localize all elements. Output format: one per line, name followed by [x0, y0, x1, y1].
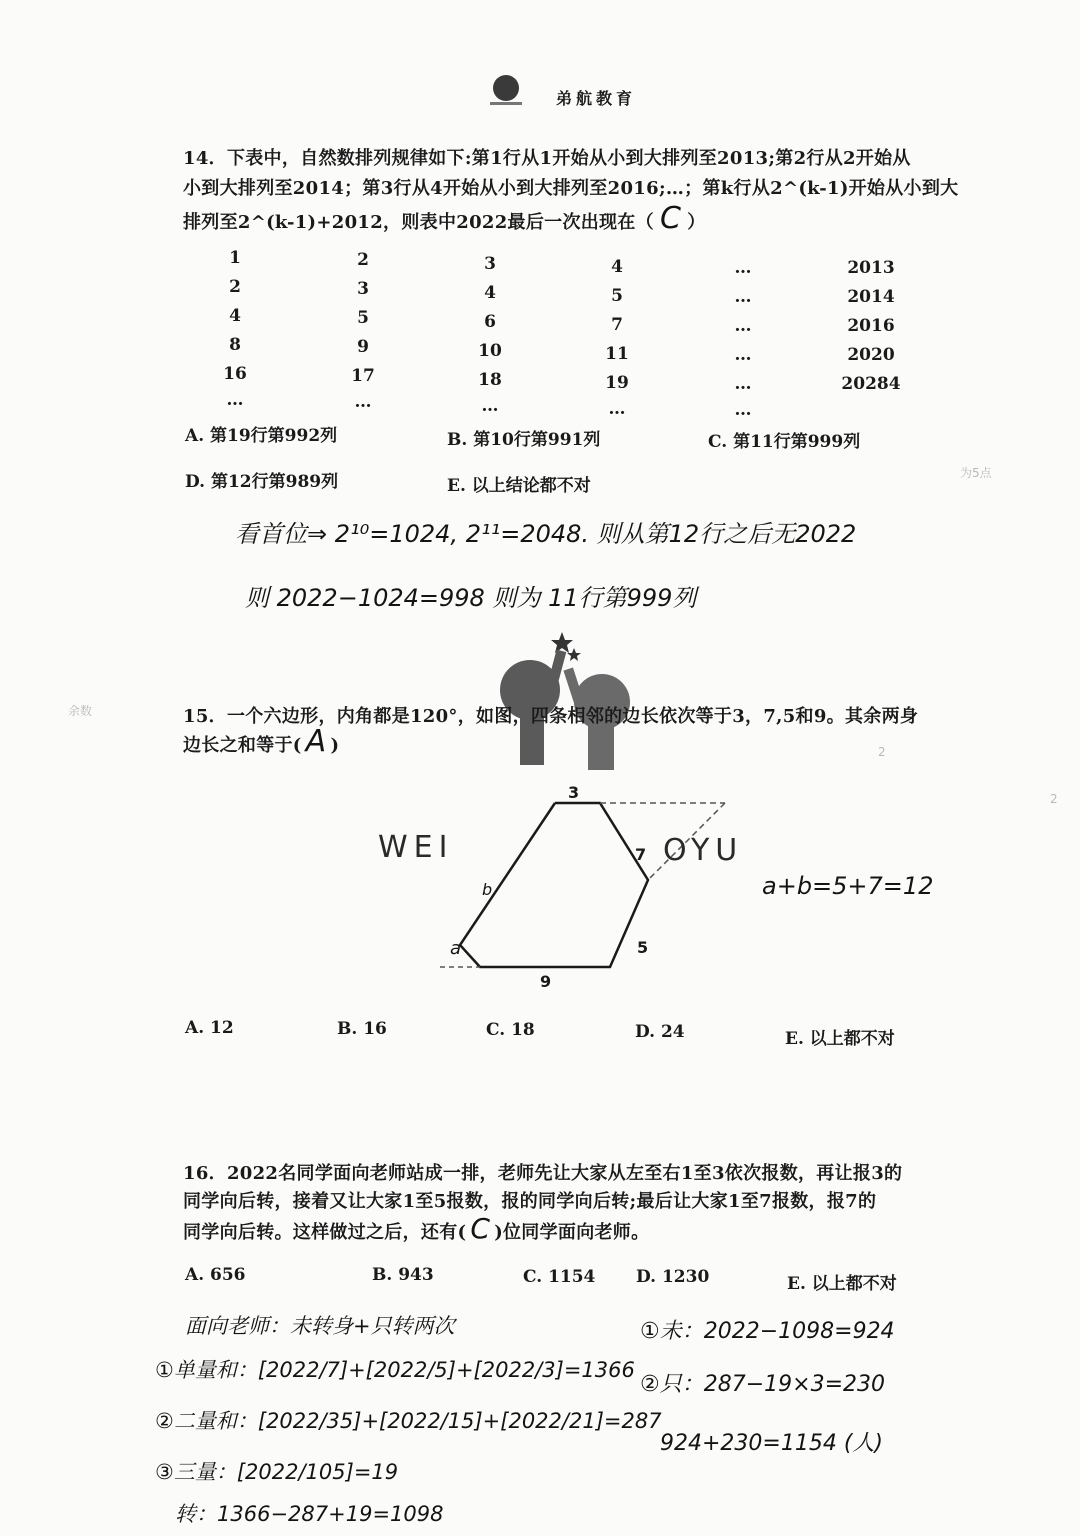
q15-answer: A [305, 724, 327, 759]
table-cell: 11 [605, 344, 629, 364]
table-cell: 8 [229, 335, 241, 355]
q14-work-line2: 则 2022−1024=998 则为 11行第999列 [245, 584, 697, 612]
q14-line3 [183, 201, 706, 237]
fig-label-right-lower: 5 [637, 938, 649, 957]
q14-line3-end: ） [687, 212, 706, 233]
logo-icon [486, 72, 526, 110]
q14-work-line1: 看首位⇒ 2¹⁰=1024, 2¹¹=2048. 则从第12行之后无2022 [235, 520, 857, 548]
q16-line3 [183, 1212, 650, 1247]
table-cell: 1 [229, 248, 241, 268]
fig-label-top: 3 [568, 783, 580, 802]
q15-option-a[interactable]: A. 12 [185, 1018, 234, 1038]
table-cell: 4 [229, 306, 241, 326]
table-cell: 18 [478, 370, 502, 390]
q16-option-d[interactable]: D. 1230 [636, 1267, 710, 1287]
fig-label-left-upper: b [482, 880, 493, 899]
table-cell: 5 [357, 308, 369, 328]
table-cell: 10 [478, 341, 502, 361]
hexagon-diagram [430, 770, 770, 1000]
table-cell: 2014 [847, 287, 895, 307]
q14-line3-text: 排列至2^(k-1)+2012，则表中2022最后一次出现在（ [183, 212, 654, 233]
cartoon-figures-illustration [490, 620, 650, 780]
table-cell: 2020 [847, 345, 895, 365]
watermark-right: OYU [663, 833, 744, 868]
q15-option-c[interactable]: C. 18 [486, 1020, 535, 1040]
q15-option-d[interactable]: D. 24 [635, 1022, 685, 1042]
q14-line1: 14．下表中，自然数排列规律如下:第1行从1开始从小到大排列至2013;第2行从2开始从 [183, 148, 911, 169]
table-cell: 2 [357, 250, 369, 270]
table-cell: 4 [611, 257, 623, 277]
table-cell: 3 [484, 254, 496, 274]
q14-option-d[interactable]: D. 第12行第989列 [185, 472, 339, 492]
q16-option-a[interactable]: A. 656 [185, 1265, 246, 1285]
q15-option-e[interactable]: E. 以上都不对 [785, 1029, 895, 1049]
q14-option-c[interactable]: C. 第11行第999列 [708, 432, 861, 452]
q16-work-right-0: ①未：2022−1098=924 [640, 1319, 895, 1344]
q16-line1: 16．2022名同学面向老师站成一排，老师先让大家从左至右1至3依次报数，再让报3的 [183, 1163, 903, 1184]
q16-work-left-1: ①单量和：[2022/7]+[2022/5]+[2022/3]=1366 [155, 1358, 635, 1382]
q15-option-b[interactable]: B. 16 [337, 1019, 387, 1039]
table-cell: … [481, 396, 499, 416]
table-cell: … [734, 287, 752, 307]
table-cell: … [734, 374, 752, 394]
q14-option-e[interactable]: E. 以上结论都不对 [447, 476, 591, 496]
q14-option-b[interactable]: B. 第10行第991列 [447, 430, 601, 450]
header-logo [486, 72, 526, 110]
q16-option-c[interactable]: C. 1154 [523, 1267, 596, 1287]
table-cell: 17 [351, 366, 375, 386]
q14-line2: 小到大排列至2014；第3行从4开始从小到大排列至2016;…；第k行从2^(k-1)开始从小到大 [183, 178, 959, 199]
hexagon-figure [430, 770, 770, 1000]
q16-work-left-2: ②二量和：[2022/35]+[2022/15]+[2022/21]=287 [155, 1409, 662, 1433]
table-cell: 19 [605, 373, 629, 393]
table-cell: 4 [484, 283, 496, 303]
q16-line3-end: )位同学面向老师。 [494, 1222, 650, 1243]
table-cell: … [226, 390, 244, 410]
table-cell: … [734, 258, 752, 278]
table-cell: 2 [229, 277, 241, 297]
table-cell: 5 [611, 286, 623, 306]
table-cell: 6 [484, 312, 496, 332]
table-cell: 20284 [841, 374, 901, 394]
fig-label-right-upper: 7 [635, 845, 647, 864]
table-cell: 7 [611, 315, 623, 335]
q15-work: a+b=5+7=12 [762, 872, 934, 900]
table-cell: … [734, 316, 752, 336]
margin-mark: 余数 [68, 704, 93, 718]
q16-option-e[interactable]: E. 以上都不对 [787, 1274, 897, 1294]
fig-label-left-lower: a [450, 938, 462, 959]
q16-work-left-4: 转：1366−287+19=1098 [175, 1502, 444, 1526]
q15-line1: 15．一个六边形，内角都是120°，如图，四条相邻的边长依次等于3，7,5和9。其余两身 [183, 706, 919, 727]
q14-answer: C [659, 201, 682, 236]
table-cell: 16 [223, 364, 247, 384]
fig-label-bottom: 9 [540, 972, 552, 991]
table-cell: … [734, 400, 752, 420]
header-brand: 弟航教育 [556, 89, 637, 108]
q16-work-left-3: ③三量：[2022/105]=19 [155, 1460, 399, 1484]
q16-work-right-2: 924+230=1154 (人) [660, 1431, 883, 1456]
table-cell: … [608, 399, 626, 419]
table-cell: 2016 [847, 316, 895, 336]
cartoon-silhouette-icon [490, 620, 650, 780]
table-cell: … [354, 392, 372, 412]
table-cell: 2013 [847, 258, 895, 278]
q16-work-left-0: 面向老师：未转身+只转两次 [185, 1314, 455, 1338]
q16-line2: 同学向后转，接着又让大家1至5报数，报的同学向后转;最后让大家1至7报数，报7的 [183, 1191, 877, 1212]
q15-line2 [183, 724, 340, 760]
q14-option-a[interactable]: A. 第19行第992列 [185, 426, 338, 446]
q15-line2-text: 边长之和等于( [183, 735, 302, 756]
q16-line3-text: 同学向后转。这样做过之后，还有( [183, 1222, 467, 1243]
margin-mark: 2 [878, 745, 886, 759]
margin-mark: 为5点 [960, 466, 992, 480]
q16-work-right-1: ②只：287−19×3=230 [640, 1372, 885, 1397]
table-cell: … [734, 345, 752, 365]
q15-line2-end: ) [330, 735, 340, 756]
watermark-left: WEI [378, 830, 454, 865]
q16-option-b[interactable]: B. 943 [372, 1265, 434, 1285]
table-cell: 9 [357, 337, 369, 357]
table-cell: 3 [357, 279, 369, 299]
q16-answer: C [470, 1212, 491, 1245]
margin-mark: 2 [1050, 792, 1058, 806]
